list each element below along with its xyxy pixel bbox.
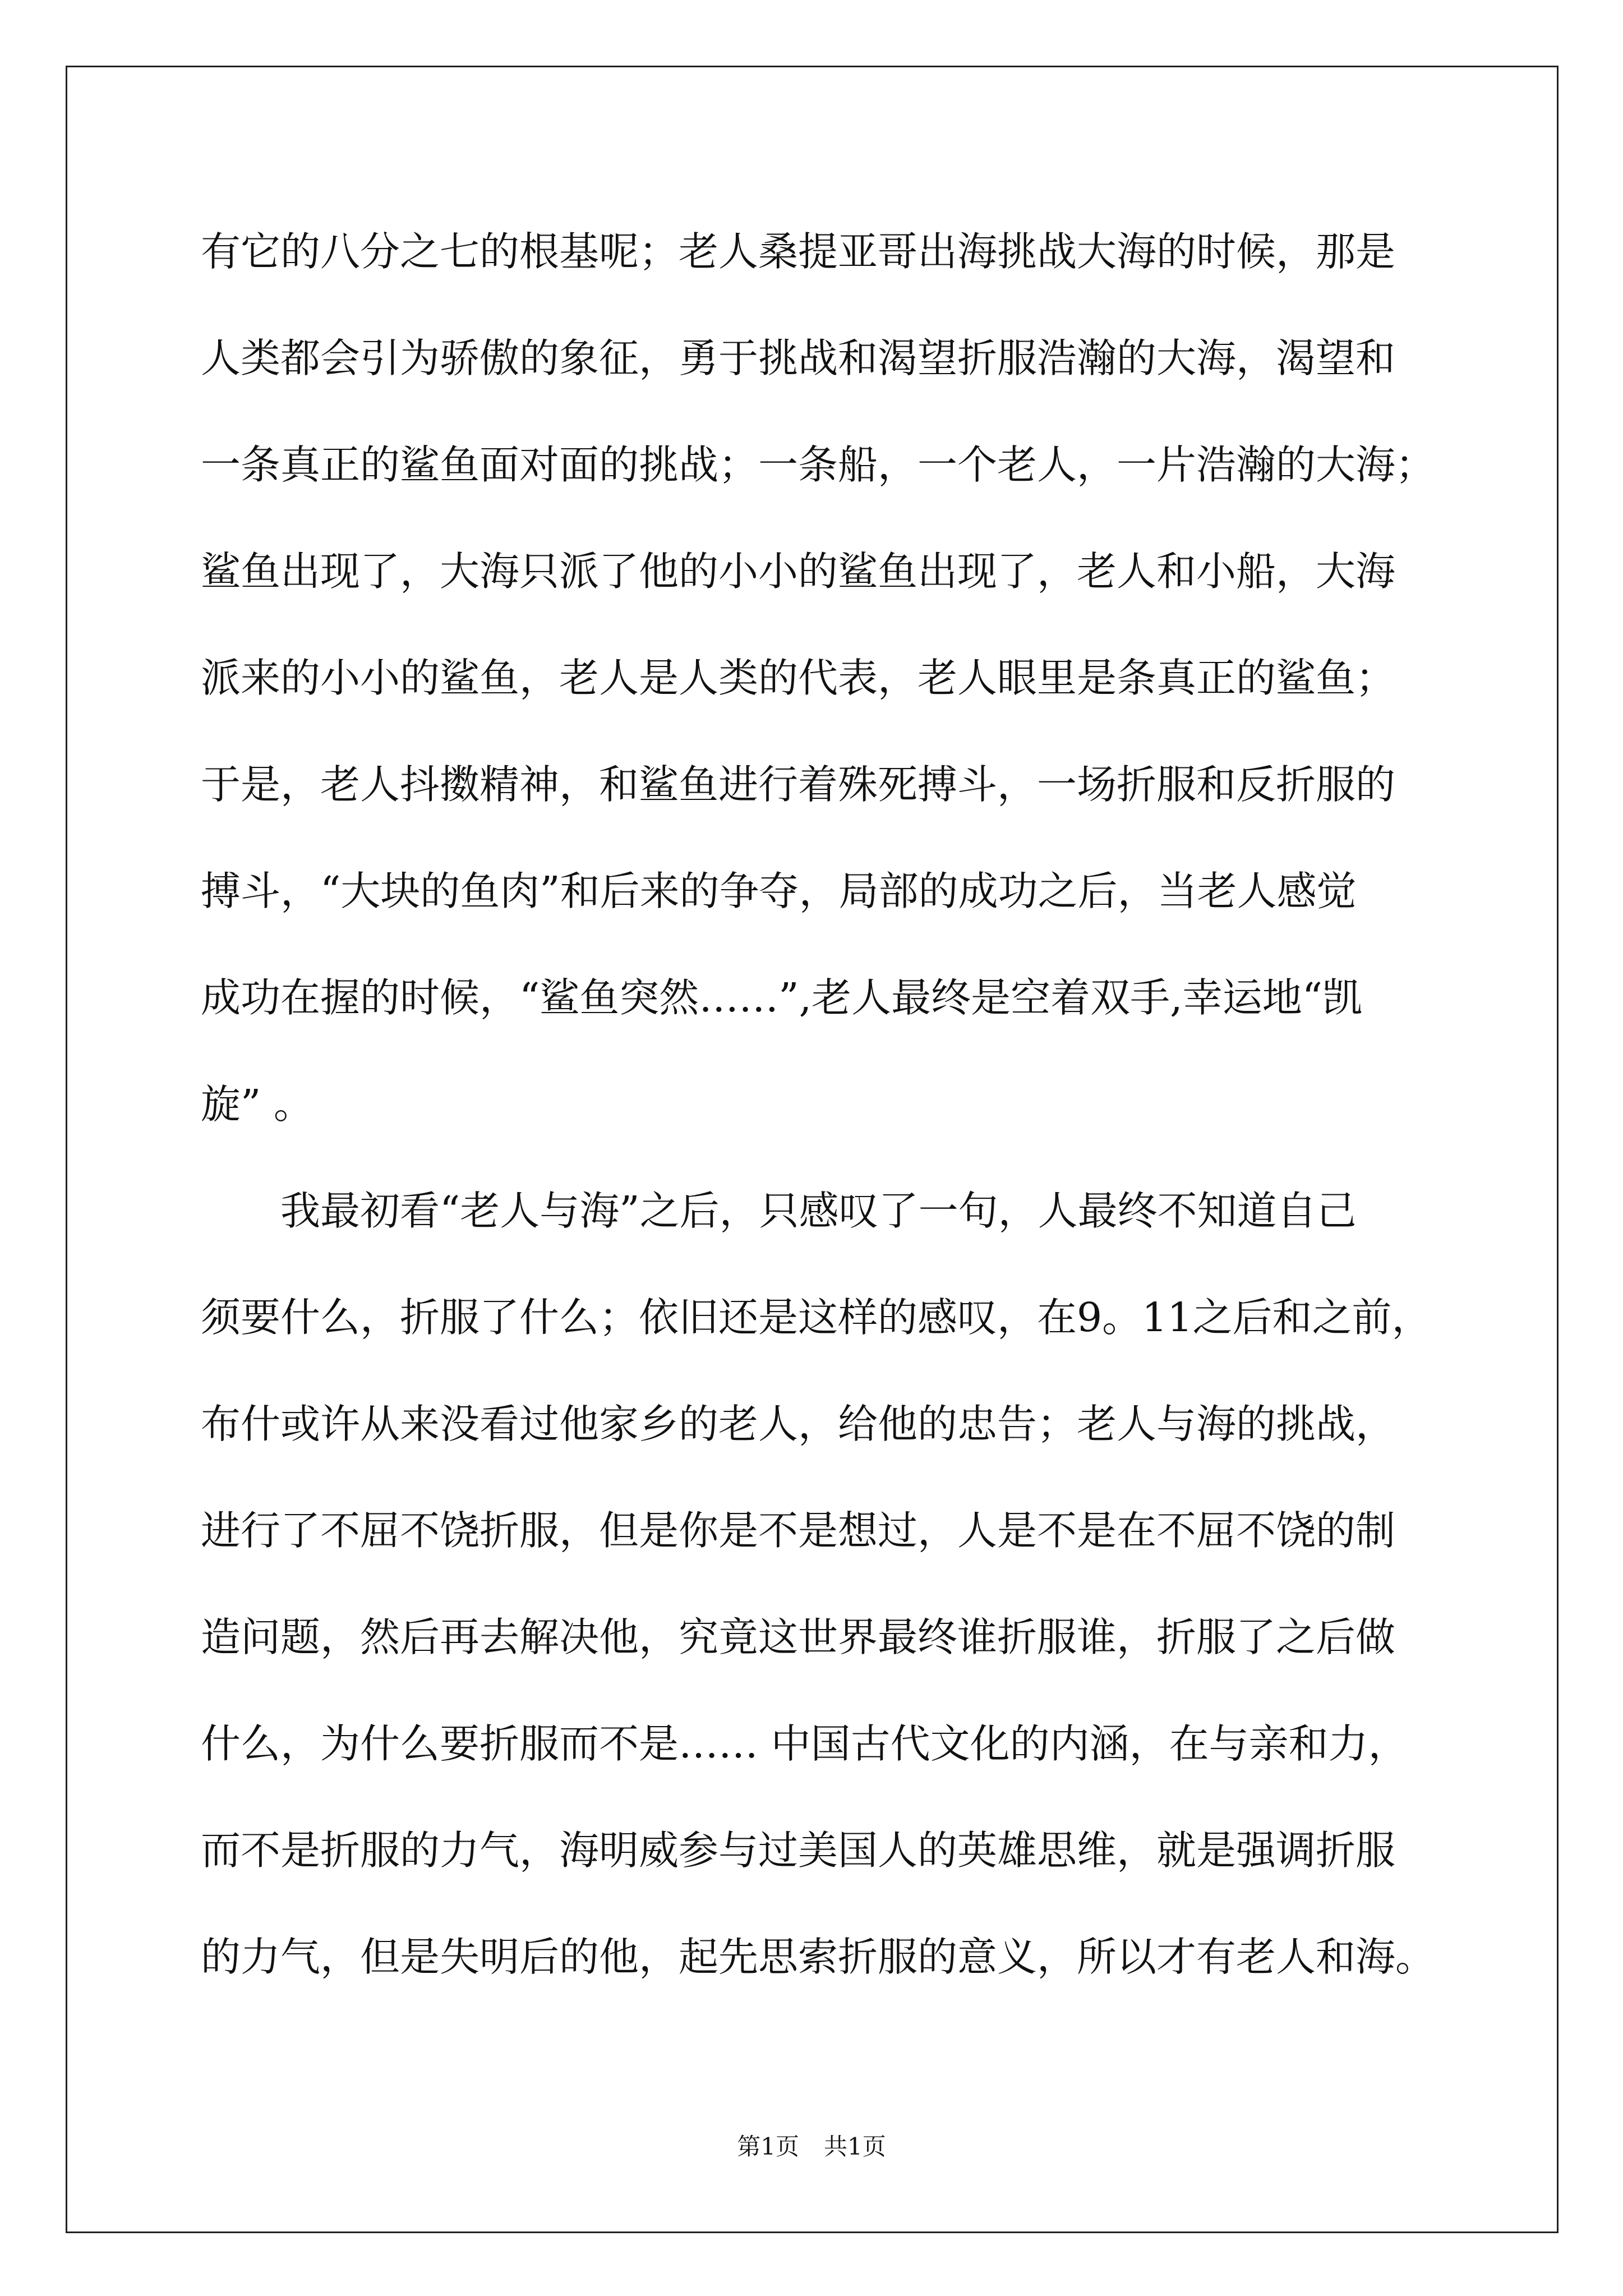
text-line: 于是，老人抖擞精神，和鲨鱼进行着殊死搏斗，一场折服和反折服的 [201, 761, 1396, 808]
text-line: 搏斗，“大块的鱼肉”和后来的争夺，局部的成功之后，当老人感觉 [201, 868, 1357, 914]
text-line: 人类都会引为骄傲的象征，勇于挑战和渴望折服浩瀚的大海，渴望和 [201, 335, 1396, 381]
text-line: 造问题，然后再去解决他，究竟这世界最终谁折服谁，折服了之后做 [201, 1614, 1396, 1660]
text-line: 一条真正的鲨鱼面对面的挑战；一条船，一个老人，一片浩瀚的大海； [201, 441, 1436, 488]
paragraph-start-line: 我最初看“老人与海”之后，只感叹了一句，人最终不知道自己 [280, 1188, 1357, 1234]
text-line: 什么，为什么要折服而不是…… 中国古代文化的内涵，在与亲和力， [201, 1720, 1408, 1767]
document-body [201, 199, 1502, 2010]
text-line: 派来的小小的鲨鱼，老人是人类的代表，老人眼里是条真正的鲨鱼； [201, 655, 1396, 701]
text-line: 有它的八分之七的根基呢；老人桑提亚哥出海挑战大海的时候，那是 [201, 228, 1396, 275]
text-line: 旋” 。 [201, 1081, 313, 1128]
page-footer [0, 2131, 1623, 2162]
text-line: 鲨鱼出现了，大海只派了他的小小的鲨鱼出现了，老人和小船，大海 [201, 548, 1396, 595]
page-number: 第1页 [737, 2133, 799, 2160]
text-line: 布什或许从来没看过他家乡的老人，给他的忠告；老人与海的挑战， [201, 1401, 1396, 1447]
text-line: 须要什么，折服了什么；依旧还是这样的感叹，在9。11之后和之前， [201, 1294, 1432, 1341]
text-line: 进行了不屈不饶折服，但是你是不是想过，人是不是在不屈不饶的制 [201, 1507, 1396, 1554]
page-total: 共1页 [824, 2133, 886, 2160]
text-line: 的力气，但是失明后的他，起先思索折服的意义，所以才有老人和海。 [201, 1934, 1436, 1980]
text-line: 成功在握的时候，“鲨鱼突然……”,老人最终是空着双手,幸运地“凯 [201, 974, 1363, 1021]
text-line: 而不是折服的力气，海明威参与过美国人的英雄思维，就是强调折服 [201, 1827, 1396, 1874]
